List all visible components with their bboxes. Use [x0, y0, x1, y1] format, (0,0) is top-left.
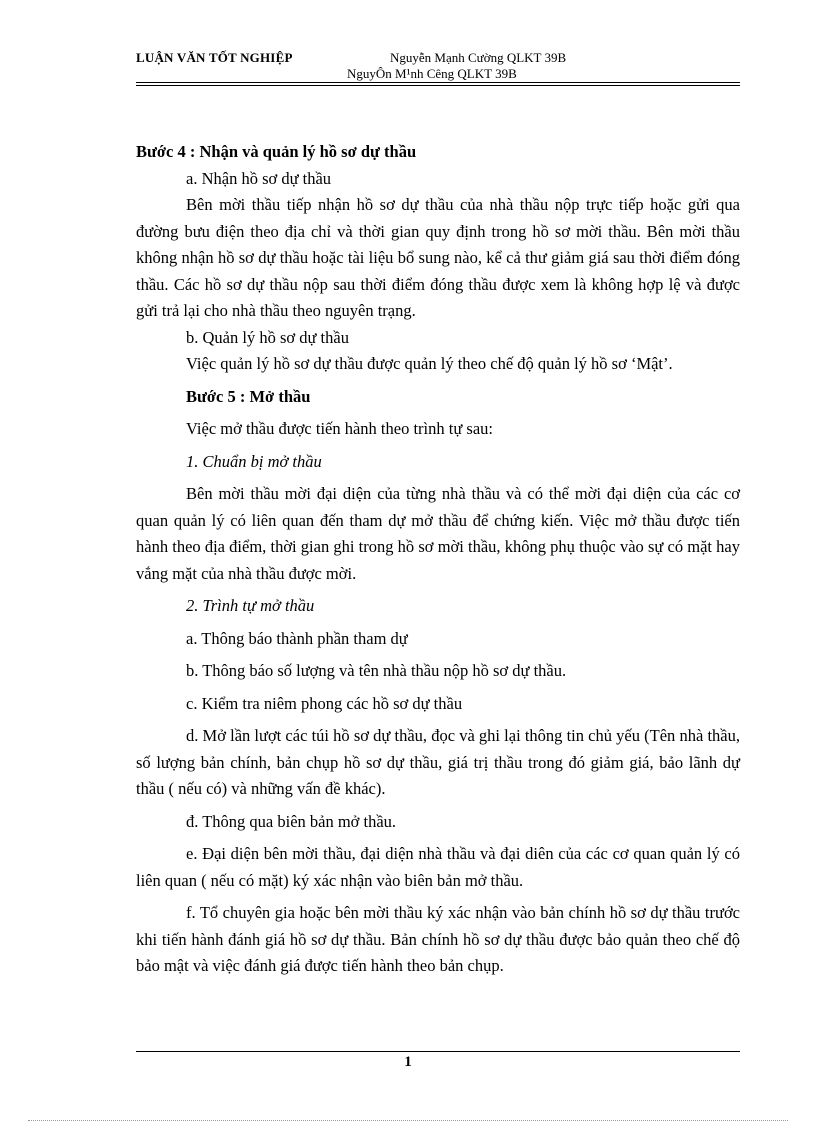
step5-intro: Việc mở thầu được tiến hành theo trình tự sau:	[186, 419, 493, 438]
step5-heading: Bước 5 : Mở thầu	[186, 386, 311, 406]
list-item: f. Tổ chuyên gia hoặc bên mời thầu ký xác nhận vào bản chính hồ sơ dự thầu trước khi tiến hành đánh giá hồ sơ dự thầu. Bản chính hồ sơ dự thầu được bảo quản theo chế độ bảo mật và việc đánh giá được tiến hành theo bản chụp.	[136, 903, 740, 975]
footer-divider	[136, 1051, 740, 1052]
list-item: a. Thông báo thành phần tham dự	[186, 628, 408, 648]
step4-b-heading: b. Quản lý hồ sơ dự thầu	[186, 327, 349, 347]
page-number: 1	[404, 1054, 412, 1070]
header-author-garbled: NguyÔn M¹nh Cêng QLKT 39B	[347, 66, 517, 81]
page-body	[136, 139, 740, 980]
list-item: đ. Thông qua biên bản mở thầu.	[186, 811, 397, 831]
list-item: d. Mở lần lượt các túi hồ sơ dự thầu, đọc và ghi lại thông tin chủ yếu (Tên nhà thầu, số lượng bản chính, bản chụp hồ sơ dự thầu, giá trị thầu trong đó giảm giá, bảo lãnh dự thầu ( nếu có) và những vấn đề khác).	[136, 726, 740, 798]
header-divider-double	[136, 85, 740, 86]
header-divider	[136, 82, 740, 83]
step4-a-heading: a. Nhận hồ sơ dự thầu	[186, 168, 332, 188]
header-author: Nguyễn Mạnh Cường QLKT 39B	[390, 50, 567, 65]
list-item: c. Kiểm tra niêm phong các hồ sơ dự thầu	[186, 693, 463, 713]
step5-section2-heading: 2. Trình tự mở thầu	[186, 596, 315, 615]
page-edge-dots	[28, 1120, 788, 1121]
step5-section1-heading: 1. Chuẩn bị mở thầu	[186, 451, 322, 471]
list-item: b. Thông báo số lượng và tên nhà thầu nộp hồ sơ dự thầu.	[186, 661, 567, 680]
header-title: LUẬN VĂN TỐT NGHIỆP	[136, 50, 293, 65]
step5-section1-paragraph: Bên mời thầu mời đại diện của từng nhà thầu và có thể mời đại diện của các cơ quan quản lý có liên quan đến tham dự mở thầu để chứng kiến. Việc mở thầu được tiến hành theo địa điểm, thời gian ghi trong hồ sơ mời thầu, không phụ thuộc vào sự có mặt hay vắng mặt của nhà thầu được mời.	[136, 484, 740, 583]
step4-b-paragraph: Việc quản lý hồ sơ dự thầu được quản lý theo chế độ quản lý hồ sơ ‘Mật’.	[186, 354, 673, 373]
step4-heading: Bước 4 : Nhận và quản lý hồ sơ dự thầu	[136, 142, 417, 161]
step4-a-paragraph: Bên mời thầu tiếp nhận hồ sơ dự thầu của nhà thầu nộp trực tiếp hoặc gửi qua đường bưu điện theo địa chỉ và thời gian quy định trong hồ sơ mời thầu. Bên mời thầu không nhận hồ sơ dự thầu hoặc tài liệu bổ sung nào, kể cả thư giảm giá sau thời điểm đóng thầu. Các hồ sơ dự thầu nộp sau thời điểm đóng thầu được xem là không hợp lệ và được gửi trả lại cho nhà thầu theo nguyên trạng.	[136, 195, 740, 320]
list-item: e. Đại diện bên mời thầu, đại diện nhà thầu và đại diên của các cơ quan quản lý có liên quan ( nếu có mặt) ký xác nhận vào biên bản mở thầu.	[136, 844, 740, 890]
